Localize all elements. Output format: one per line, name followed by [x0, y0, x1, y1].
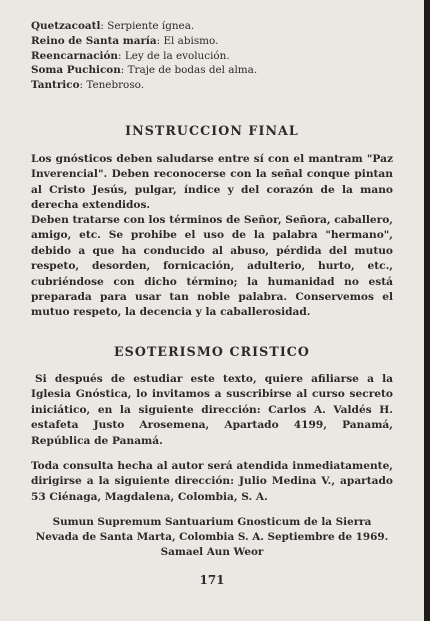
glossary-term: Quetzacoatl	[31, 20, 101, 32]
glossary-item: Reino de Santa maría: El abismo.	[31, 34, 219, 47]
glossary-item: Soma Puchicon: Traje de bodas del alma.	[31, 64, 258, 77]
glossary-definition: Ley de la evolución.	[124, 49, 230, 62]
glossary-definition: Serpiente ígnea.	[107, 20, 195, 32]
closing-location-date: Sumun Supremum Santuarium Gnosticum de la Sierra Nevada de Santa Marta, Colombia S. A. Septiembre de 1969.	[35, 516, 389, 543]
paragraph-affiliation: Si después de estudiar este texto, quiere afiliarse a la Iglesia Gnóstica, lo invitamos a suscribirse al curso secreto iniciático, en la siguiente dirección: Carlos A. Valdés H. estafeta Justo Arosemena, Apartado 4199, Panamá, República de Panamá.	[31, 373, 393, 447]
author-signature: Samael Aun Weor	[160, 546, 264, 558]
page-number: 171	[199, 573, 225, 587]
page-edge-shadow	[424, 0, 430, 621]
paragraph-greeting: Los gnósticos deben saludarse entre sí con el mantram "Paz Inverencial". Deben reconocerse con la señal conque pintan al Cristo Jesús, pulgar, índice y del corazón de la mano derecha extendidos.	[31, 153, 393, 212]
glossary-list	[31, 19, 257, 93]
glossary-term: Soma Puchicon	[31, 64, 121, 77]
glossary-definition: Traje de bodas del alma.	[127, 64, 258, 77]
glossary-term: Reino de Santa maría	[31, 34, 157, 47]
paragraph-forms-of-address: Deben tratarse con los términos de Señor, Señora, caballero, amigo, etc. Se prohibe el uso de la palabra "hermano", debido a que ha conducido al abuso, pérdida del mutuo respeto, desorden, fornicación, adulterio, hurto, etc., cubriéndose con dicho término; la humanidad no está preparada para usar tan noble palabra. Conservemos el mutuo respeto, la decencia y la caballerosidad.	[31, 214, 393, 319]
glossary-item: Reencarnación: Ley de la evolución.	[31, 49, 230, 62]
glossary-definition: Tenebroso.	[86, 79, 145, 92]
glossary-definition: El abismo.	[163, 34, 219, 47]
section-heading-instruccion-final: INSTRUCCION FINAL	[125, 123, 299, 138]
paragraph-consultation: Toda consulta hecha al autor será atendida inmediatamente, dirigirse a la siguiente dirección: Julio Medina V., apartado 53 Ciénaga, Magdalena, Colombia, S. A.	[31, 460, 393, 503]
glossary-term: Reencarnación	[31, 49, 118, 62]
glossary-term: Tantrico	[31, 79, 80, 92]
section-heading-esoterismo-cristico: ESOTERISMO CRISTICO	[113, 344, 310, 359]
glossary-item: Tantrico: Tenebroso.	[31, 79, 145, 92]
glossary-item: Quetzacoatl: Serpiente ígnea.	[31, 20, 195, 32]
